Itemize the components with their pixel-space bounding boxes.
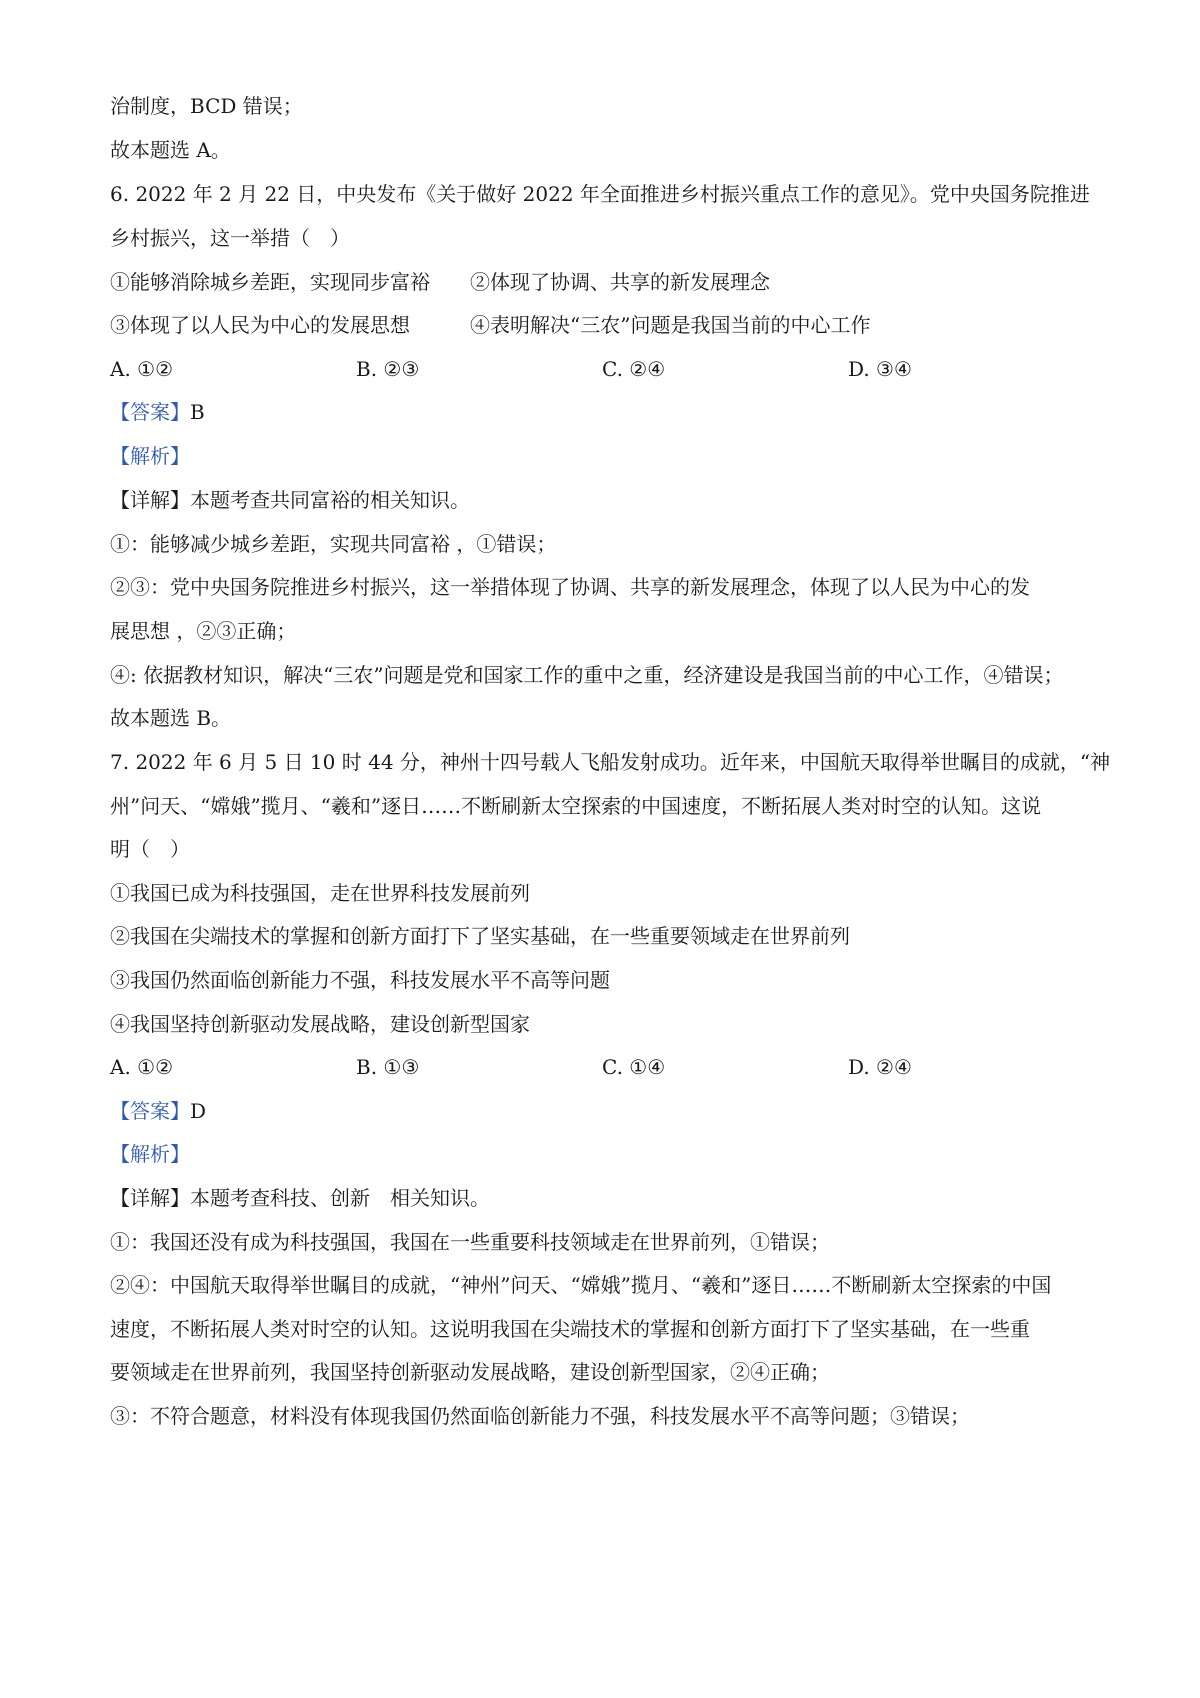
q6-stem-line-1: 6. 2022 年 2 月 22 日，中央发布《关于做好 2022 年全面推进乡村振兴重点工作的意见》。党中央国务院推进 <box>110 182 1090 206</box>
prev-conclusion-line: 故本题选 A。 <box>110 138 231 162</box>
q6-stem-line-2: 乡村振兴，这一举措（ ） <box>110 226 350 250</box>
q6-detail-line-2: ①：能够减少城乡差距，实现共同富裕 ，①错误； <box>110 532 557 556</box>
q7-detail-line-3: ②④：中国航天取得举世瞩目的成就，“神州”问天、“嫦娥”揽月、“羲和”逐日……不断刷新太空探索的中国 <box>110 1273 1052 1297</box>
q6-detail-line-1: 【详解】本题考查共同富裕的相关知识。 <box>110 488 470 512</box>
q7-answer-tag: 【答案】 <box>110 1099 190 1123</box>
q6-answer-tag: 【答案】 <box>110 400 190 424</box>
prev-explanation-line: 治制度，BCD 错误； <box>110 94 303 118</box>
q7-option-a: A. ①② <box>110 1055 174 1079</box>
q7-option-d: D. ②④ <box>848 1055 912 1079</box>
q7-detail-line-2: ①：我国还没有成为科技强国，我国在一些重要科技领域走在世界前列，①错误； <box>110 1230 830 1254</box>
q7-detail-line-4: 速度，不断拓展人类对时空的认知。这说明我国在尖端技术的掌握和创新方面打下了坚实基础，在一些重 <box>110 1317 1030 1341</box>
q7-analysis-tag: 【解析】 <box>110 1142 190 1166</box>
q6-option-d: D. ③④ <box>848 357 912 381</box>
q6-option-b: B. ②③ <box>356 357 420 381</box>
q7-detail-line-6: ③：不符合题意，材料没有体现我国仍然面临创新能力不强，科技发展水平不高等问题；③错误； <box>110 1404 970 1428</box>
q7-detail-line-5: 要领域走在世界前列，我国坚持创新驱动发展战略，建设创新型国家，②④正确； <box>110 1360 830 1384</box>
q6-answer-value: B <box>190 400 205 424</box>
q6-statements-line-2: ③体现了以人民为中心的发展思想 ④表明解决“三农”问题是我国当前的中心工作 <box>110 313 871 337</box>
q7-option-b: B. ①③ <box>356 1055 420 1079</box>
q7-options <box>110 1053 1110 1081</box>
q6-detail-line-4: 展思想 ，②③正确； <box>110 619 297 643</box>
q6-analysis-tag: 【解析】 <box>110 444 190 468</box>
q7-detail-line-1: 【详解】本题考查科技、创新 相关知识。 <box>110 1186 490 1210</box>
q7-answer-line <box>110 1097 1110 1125</box>
q7-stem-line-2: 州”问天、“嫦娥”揽月、“羲和”逐日……不断刷新太空探索的中国速度，不断拓展人类对时空的认知。这说 <box>110 794 1042 818</box>
q6-detail-line-6: 故本题选 B。 <box>110 706 232 730</box>
q6-options <box>110 355 1110 383</box>
q7-statement-4: ④我国坚持创新驱动发展战略，建设创新型国家 <box>110 1012 530 1036</box>
q7-stem-line-3: 明（ ） <box>110 837 190 861</box>
q7-statement-2: ②我国在尖端技术的掌握和创新方面打下了坚实基础，在一些重要领域走在世界前列 <box>110 924 850 948</box>
q6-option-a: A. ①② <box>110 357 174 381</box>
q7-statement-3: ③我国仍然面临创新能力不强，科技发展水平不高等问题 <box>110 968 610 992</box>
q6-answer-line <box>110 398 1110 426</box>
q6-option-c: C. ②④ <box>602 357 666 381</box>
q6-detail-line-3: ②③：党中央国务院推进乡村振兴，这一举措体现了协调、共享的新发展理念，体现了以人民为中心的发 <box>110 575 1030 599</box>
q6-statements-line-1: ①能够消除城乡差距，实现同步富裕 ②体现了协调、共享的新发展理念 <box>110 270 770 294</box>
q7-answer-value: D <box>190 1099 207 1123</box>
q7-stem-line-1: 7. 2022 年 6 月 5 日 10 时 44 分，神州十四号载人飞船发射成功。近年来，中国航天取得举世瞩目的成就，“神 <box>110 750 1111 774</box>
q7-statement-1: ①我国已成为科技强国，走在世界科技发展前列 <box>110 881 530 905</box>
q7-option-c: C. ①④ <box>602 1055 666 1079</box>
q6-detail-line-5: ④: 依据教材知识，解决“三农”问题是党和国家工作的重中之重，经济建设是我国当前的中心工作，④错误； <box>110 663 1064 687</box>
